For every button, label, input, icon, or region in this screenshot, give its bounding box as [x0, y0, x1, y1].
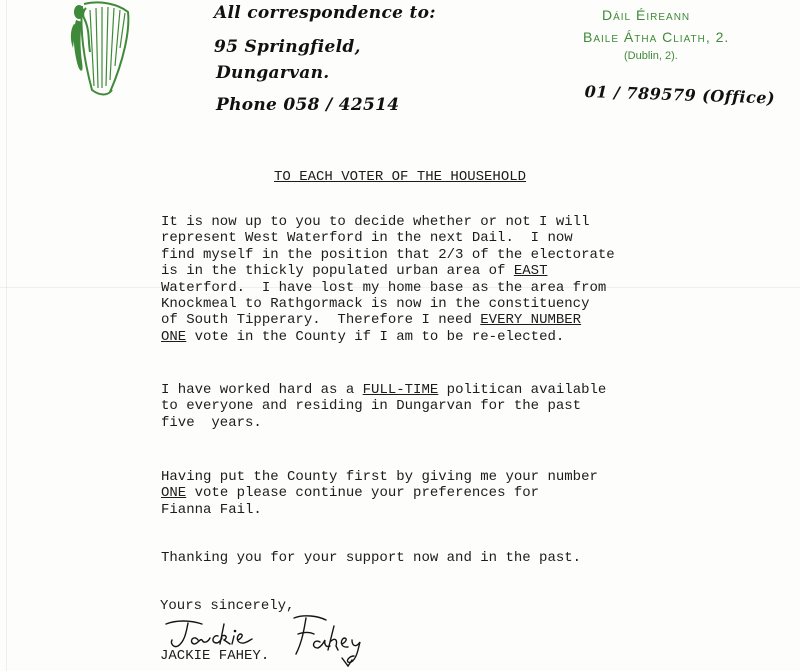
signature-name: JACKIE FAHEY.	[160, 648, 270, 664]
p1-line: Waterford. I have lost my home base as the area from	[161, 279, 607, 296]
emphasis-one: ONE	[161, 328, 187, 345]
phone-number: Phone 058 / 42514	[216, 95, 400, 115]
scan-edge	[6, 0, 7, 671]
address-line-1: 95 Springfield,	[214, 37, 361, 57]
p1-line: vote in the County if I am to be re-elected.	[186, 328, 565, 345]
emphasis-one: ONE	[161, 485, 187, 502]
dail-address: Baile Átha Cliath, 2.	[583, 29, 730, 45]
paragraph-1	[161, 214, 615, 345]
emphasis-every-number: EVERY NUMBER	[480, 312, 582, 329]
paragraph-3	[161, 469, 598, 518]
correspondence-title: All correspondence to:	[214, 3, 436, 23]
p2-line: to everyone and residing in Dungarvan for the past	[161, 398, 582, 415]
p1-line: represent West Waterford in the next Dail. I now	[161, 230, 573, 247]
closing: Yours sincerely,	[160, 598, 295, 614]
dail-eireann: Dáil Éireann	[602, 7, 691, 23]
p3-line: vote please continue your preferences for	[186, 485, 540, 502]
p3-line: Having put the County first by giving me your number	[161, 469, 598, 485]
p1-line: find myself in the position that 2/3 of the electorate	[161, 246, 615, 263]
p1-line: is in the thickly populated urban area of	[161, 263, 514, 280]
p2-line: five years.	[161, 414, 262, 431]
p2-line: politican available	[438, 382, 607, 398]
paragraph-4: Thanking you for your support now and in the past.	[161, 550, 582, 566]
dail-address-english: (Dublin, 2).	[624, 50, 678, 62]
office-phone: 01 / 789579 (Office)	[584, 82, 776, 108]
emphasis-full-time: FULL-TIME	[362, 382, 439, 398]
emphasis-east: EAST	[513, 263, 548, 280]
p1-line: It is now up to you to decide whether or not I will	[161, 214, 590, 230]
letter-heading: TO EACH VOTER OF THE HOUSEHOLD	[274, 169, 527, 185]
p2-line: I have worked hard as a	[161, 382, 363, 398]
address-line-2: Dungarvan.	[216, 63, 330, 83]
p1-line: of South Tipperary. Therefore I need	[161, 312, 481, 329]
harp-icon	[70, 0, 136, 98]
p3-line: Fianna Fail.	[161, 501, 262, 518]
p1-line: Knockmeal to Rathgormack is now in the constituency	[161, 296, 590, 313]
paragraph-2	[161, 382, 606, 431]
